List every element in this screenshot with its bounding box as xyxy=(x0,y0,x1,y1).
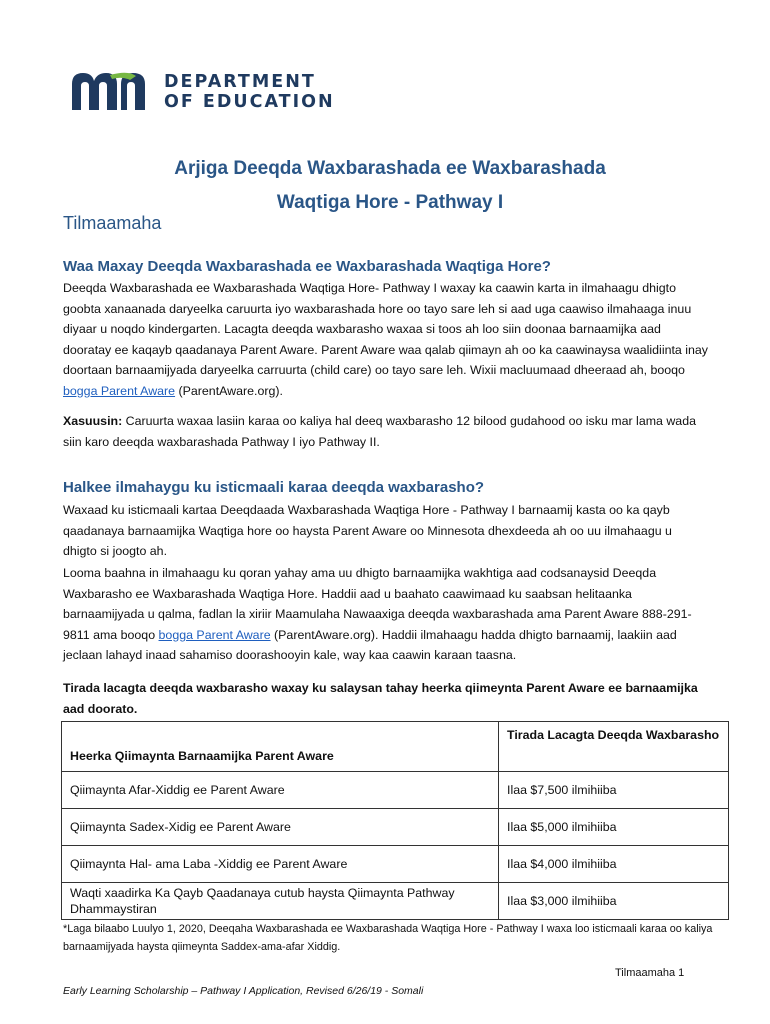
col-header-amount: Tirada Lacagta Deeqda Waxbarasho xyxy=(499,722,729,772)
title-line1: Arjiga Deeqda Waxbarashada ee Waxbarashada xyxy=(174,158,606,179)
amount-cell: Ilaa $7,500 ilmihiiba xyxy=(499,772,729,809)
table-row xyxy=(62,772,729,809)
table-row xyxy=(62,809,729,846)
scholarship-amount-table xyxy=(61,721,729,920)
rating-cell: Qiimaynta Sadex-Xidig ee Parent Aware xyxy=(62,809,499,846)
document-title xyxy=(60,152,720,220)
q1-paragraph xyxy=(63,278,708,402)
note-text: Caruurta waxaa lasiin karaa oo kaliya hal deeq waxbarasho 12 bilood gudahood oo isku mar lama wada siin karo deeqda waxbarashada Pathway I iyo Pathway II. xyxy=(63,414,696,449)
rating-cell: Waqti xaadirka Ka Qayb Qaadanaya cutub haysta Qiimaynta Pathway Dhammaystiran xyxy=(62,883,499,920)
page-footer: Early Learning Scholarship – Pathway I Application, Revised 6/26/19 - Somali xyxy=(63,985,424,997)
note-label: Xasuusin: xyxy=(63,414,123,428)
parent-aware-link-1[interactable]: bogga Parent Aware xyxy=(63,383,176,398)
table-header-row xyxy=(62,722,729,772)
amount-cell: Ilaa $5,000 ilmihiiba xyxy=(499,809,729,846)
department-name xyxy=(164,72,335,112)
table-caption: Tirada lacagta deeqda waxbarasho waxay ku salaysan tahay heerka qiimeynta Parent Aware ee barnaamijka aad doorato. xyxy=(63,681,698,716)
dept-line1: DEPARTMENT xyxy=(164,72,316,92)
table-row xyxy=(62,846,729,883)
note-paragraph xyxy=(63,411,708,452)
q1-heading: Waa Maxay Deeqda Waxbarashada ee Waxbarashada Waqtiga Hore? xyxy=(63,258,551,275)
page-number: Tilmaamaha 1 xyxy=(615,967,685,979)
amount-cell: Ilaa $3,000 ilmihiiba xyxy=(499,883,729,920)
parent-aware-link-2[interactable]: bogga Parent Aware xyxy=(158,627,271,642)
section-heading: Tilmaamaha xyxy=(63,213,162,233)
q1-text-end: (ParentAware.org). xyxy=(175,383,283,398)
footnote: *Laga bilaabo Luulyo 1, 2020, Deeqaha Waxbarashada ee Waxbarashada Waqtiga Hore - Pathway I waxa loo isticmaali karaa oo kaliya barnaamijyada haysta qiimeynta Saddex-ama-afar Xiddig. xyxy=(63,923,713,953)
minnesota-logo-mark xyxy=(70,70,156,112)
table-row xyxy=(62,883,729,920)
q1-text: Deeqda Waxbarashada ee Waxbarashada Waqtiga Hore- Pathway I waxay ka caawin karta in ilmahaagu dhigto goobta xanaanada daryeelka caruurta iyo waxbarashada hore oo tayo sare leh si aad uga caawiso ilmahaaga inuu diyaar u noqdo kindergarten. Lacagta deeqda waxbarasho waxaa si toos ah loo siin doonaa barnaamijka aad dooratay ee kaqayb qaadanaya Parent Aware. Parent Aware waa qalab qiimayn ah oo ka caawinaysa waalidiinta inay doortaan barnaamijyada daryeelka carruurta (child care) oo tayo sare leh. Wixii macluumaad dheeraad ah, booqo xyxy=(63,281,708,378)
q2-text-end: (ParentAware.org). Haddii ilmahaagu hadda dhigto barnaamij, laakiin aad jeclaan lahayd inaad sahamiso doorashooyin kale, way kaa caawin karaan taasna. xyxy=(63,627,677,663)
rating-cell: Qiimaynta Hal- ama Laba -Xiddig ee Parent Aware xyxy=(62,846,499,883)
mde-logo xyxy=(70,70,370,114)
q2-text: Looma baahna in ilmahaagu ku qoran yahay ama uu dhigto barnaamijka wakhtiga aad codsanaysid Deeqda Waxbarasho ee Waxbarashada Waqtiga Hore. Haddii aad u baahato caawimaad ku saabsan helitaanka barnaamijyada u qalma, fadlan la xiriir Maamulaha Nawaaxiga deeqda waxbarashada ama Parent Aware 888-291-9811 ama booqo xyxy=(63,566,692,642)
title-line2: Waqtiga Hore - Pathway I xyxy=(276,192,504,213)
q2-paragraph-2 xyxy=(63,563,708,666)
q2-paragraph-1: Waxaad ku isticmaali kartaa Deeqdaada Waxbarashada Waqtiga Hore - Pathway I barnaamij kasta oo ka qayb qaadanaya barnaamijka Waqtiga hore oo haysta Parent Aware oo Minnesota dhexdeeda ah oo uu ilmahaagu u dhigto si joogto ah. xyxy=(63,503,672,559)
q2-heading: Halkee ilmahaygu ku isticmaali karaa deeqda waxbarasho? xyxy=(63,479,485,496)
col-header-rating: Heerka Qiimaynta Barnaamijka Parent Aware xyxy=(62,722,499,772)
amount-cell: Ilaa $4,000 ilmihiiba xyxy=(499,846,729,883)
rating-cell: Qiimaynta Afar-Xiddig ee Parent Aware xyxy=(62,772,499,809)
dept-line2: OF EDUCATION xyxy=(164,92,335,112)
